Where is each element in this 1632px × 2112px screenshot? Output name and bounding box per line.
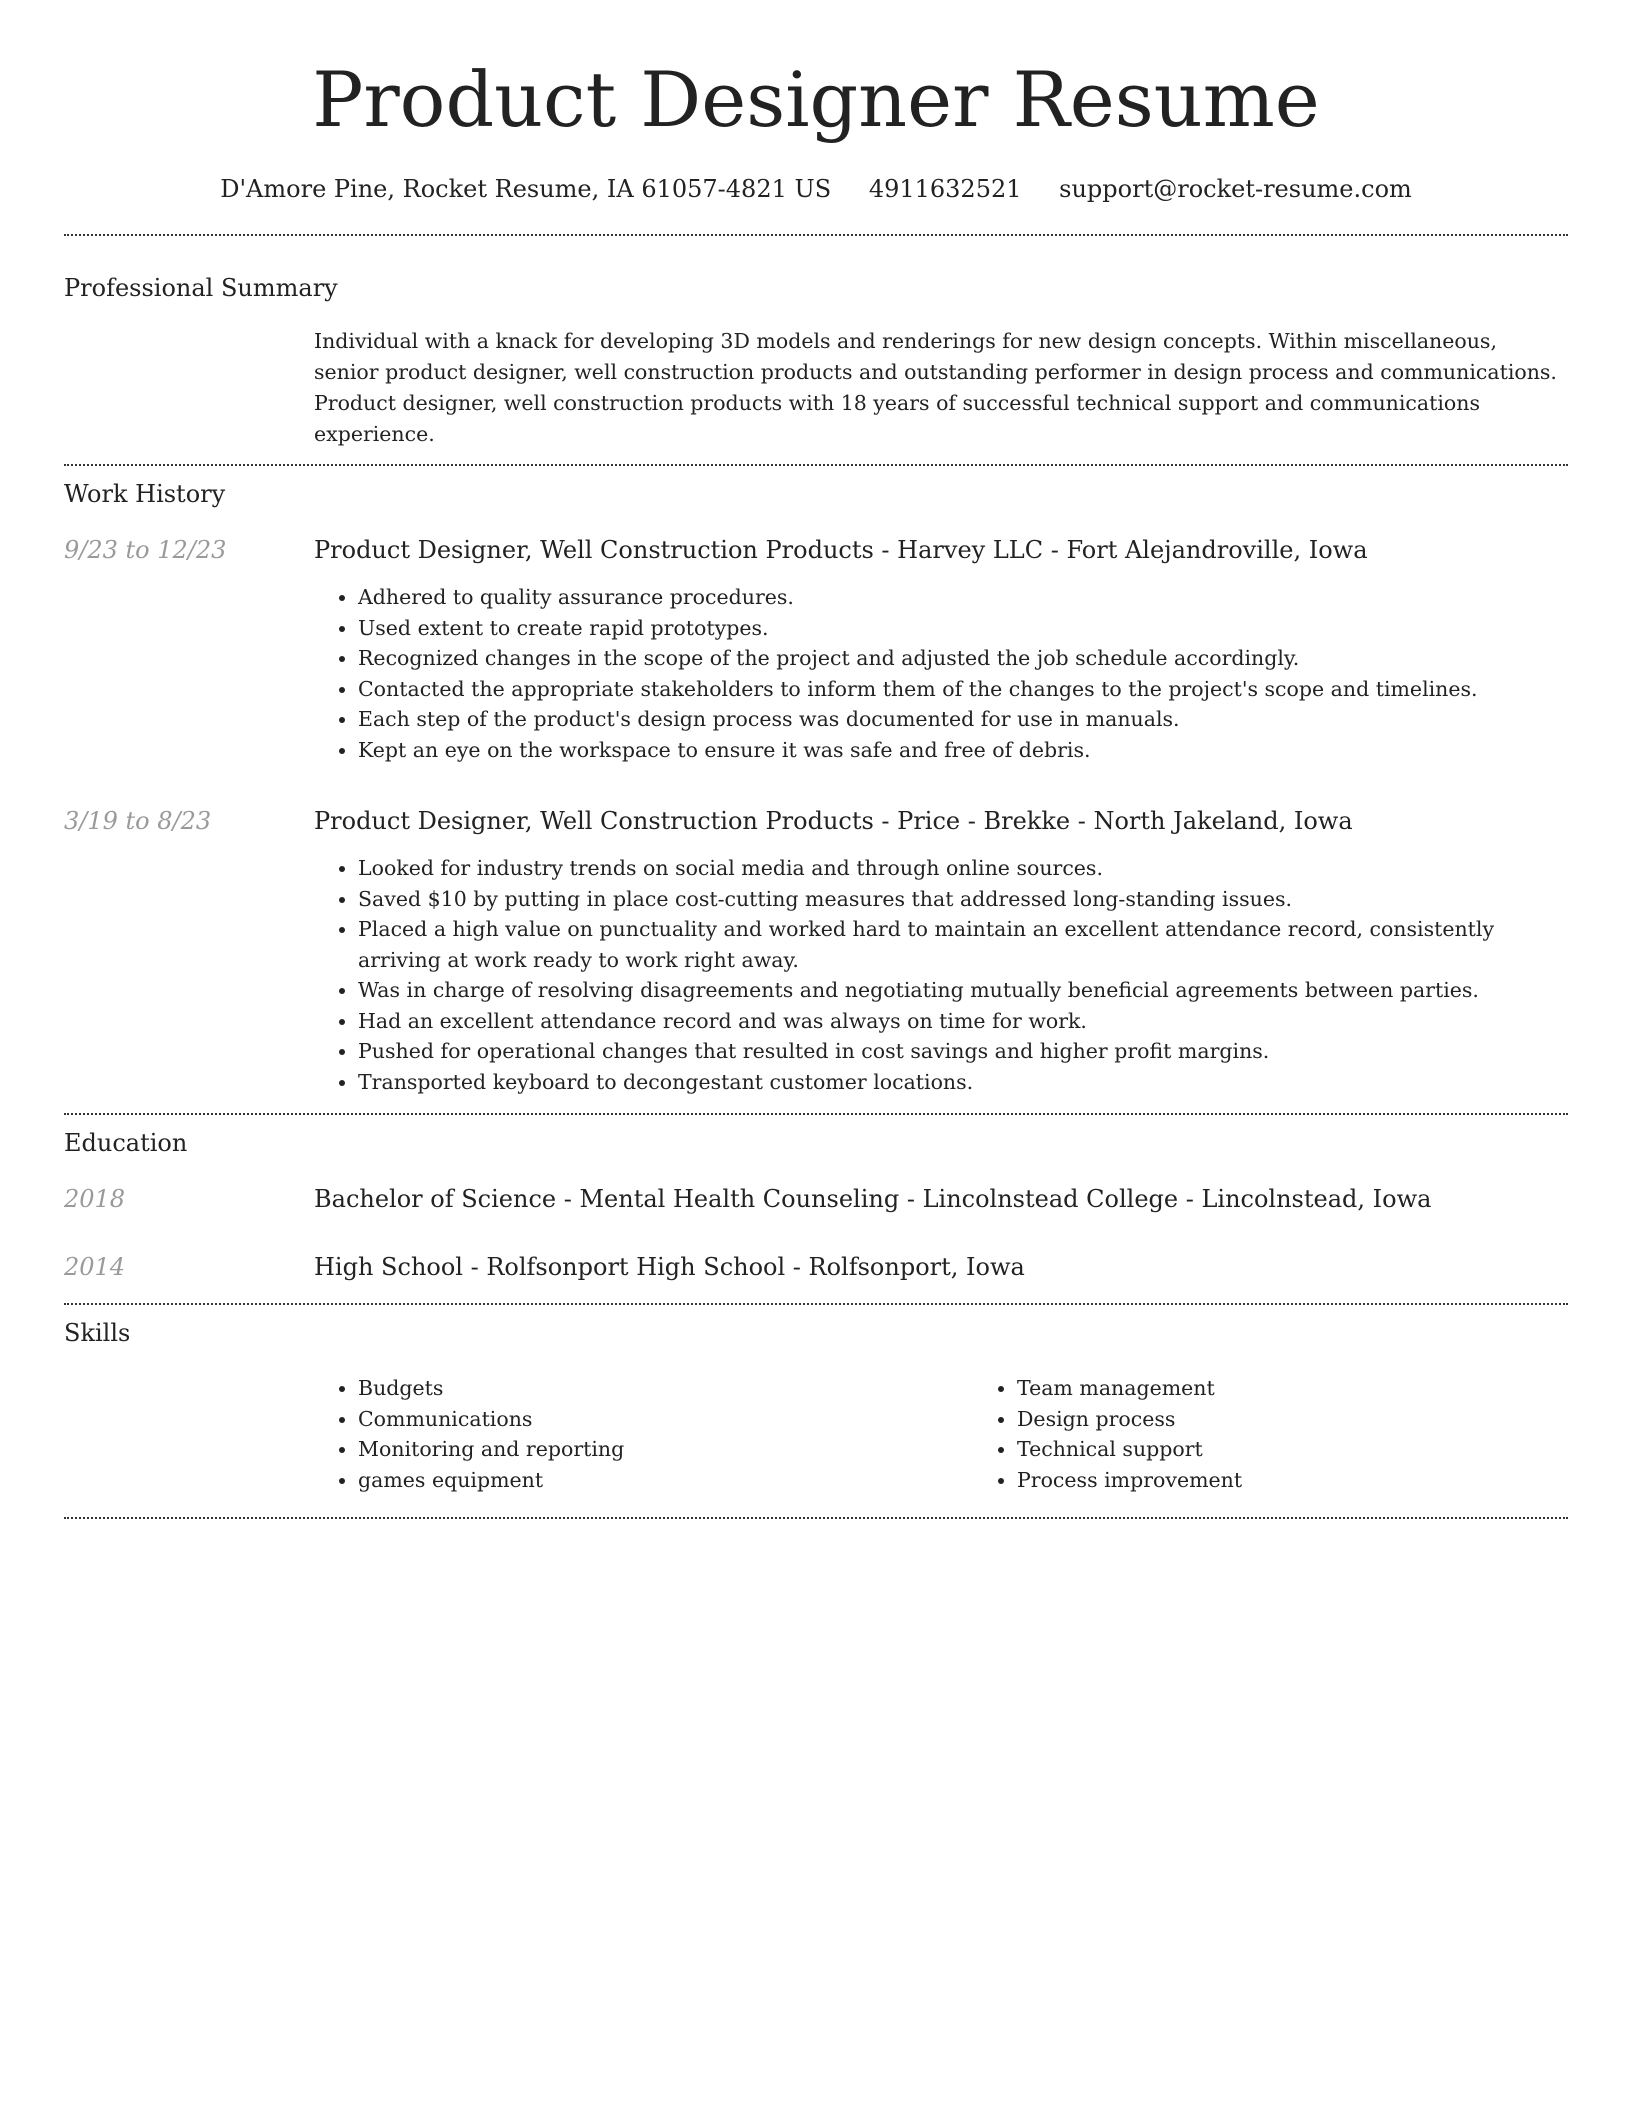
education-text: Bachelor of Science - Mental Health Counseling - Lincolnstead College - Lincolnstead, Iowa bbox=[314, 1185, 1432, 1213]
job-entry bbox=[64, 805, 1568, 1097]
job-bullet: • Recognized changes in the scope of the project and adjusted the job schedule accordingly. bbox=[358, 643, 1568, 674]
education-entry bbox=[64, 1183, 1568, 1215]
summary-heading: Professional Summary bbox=[64, 274, 338, 302]
job-dates: 3/19 to 8/23 bbox=[64, 807, 212, 835]
skill-item: • Design process bbox=[1017, 1404, 1568, 1435]
job-dates: 9/23 to 12/23 bbox=[64, 536, 227, 564]
job-body bbox=[314, 534, 1568, 765]
summary-text: Individual with a knack for developing 3D models and renderings for new design concepts. Within miscellaneous, senior product designer, well construction products and outstanding performer in design process and communications. Product designer, well construction products with 18 years of successful technical support and communications experience. bbox=[314, 329, 1557, 446]
skill-item: • Monitoring and reporting bbox=[358, 1434, 973, 1465]
divider bbox=[64, 1113, 1568, 1115]
summary-spacer bbox=[64, 326, 314, 450]
work-history-section bbox=[64, 478, 1568, 1097]
education-section bbox=[64, 1127, 1568, 1283]
contact-email: support@rocket-resume.com bbox=[1059, 175, 1412, 203]
education-body bbox=[314, 1251, 1568, 1283]
divider bbox=[64, 1303, 1568, 1305]
job-bullets bbox=[314, 582, 1568, 765]
skill-item: • Process improvement bbox=[1017, 1465, 1568, 1496]
education-year: 2014 bbox=[64, 1253, 126, 1281]
job-bullet: • Each step of the product's design process was documented for use in manuals. bbox=[358, 704, 1568, 735]
education-year: 2018 bbox=[64, 1185, 126, 1213]
divider bbox=[64, 1517, 1568, 1519]
skills-section bbox=[64, 1317, 1568, 1495]
skill-item: • Team management bbox=[1017, 1373, 1568, 1404]
job-entry bbox=[64, 534, 1568, 765]
resume-title: Product Designer Resume bbox=[312, 55, 1320, 144]
job-bullet: • Kept an eye on the workspace to ensure it was safe and free of debris. bbox=[358, 735, 1568, 766]
skills-spacer bbox=[64, 1373, 314, 1495]
skill-item: • games equipment bbox=[358, 1465, 973, 1496]
summary-section bbox=[64, 272, 1568, 450]
education-heading: Education bbox=[64, 1129, 188, 1157]
job-bullet: • Looked for industry trends on social media and through online sources. bbox=[358, 853, 1568, 884]
job-bullet: • Saved $10 by putting in place cost-cutting measures that addressed long-standing issues. bbox=[358, 884, 1568, 915]
contact-phone: 4911632521 bbox=[868, 175, 1022, 203]
education-entry bbox=[64, 1251, 1568, 1283]
summary-body bbox=[314, 326, 1568, 450]
divider bbox=[64, 234, 1568, 236]
job-bullet: • Was in charge of resolving disagreements and negotiating mutually beneficial agreements between parties. bbox=[358, 975, 1568, 1006]
skills-list-left bbox=[314, 1373, 973, 1495]
summary-row bbox=[64, 326, 1568, 450]
education-body bbox=[314, 1183, 1568, 1215]
skills-list-right bbox=[973, 1373, 1568, 1495]
job-bullet: • Contacted the appropriate stakeholders to inform them of the changes to the project's scope and timelines. bbox=[358, 674, 1568, 705]
job-bullet: • Pushed for operational changes that resulted in cost savings and higher profit margins. bbox=[358, 1036, 1568, 1067]
skills-lists bbox=[314, 1373, 1568, 1495]
skill-item: • Technical support bbox=[1017, 1434, 1568, 1465]
job-bullet: • Had an excellent attendance record and was always on time for work. bbox=[358, 1006, 1568, 1037]
job-body bbox=[314, 805, 1568, 1097]
skills-heading: Skills bbox=[64, 1319, 131, 1347]
resume-page bbox=[64, 0, 1568, 1519]
skills-row bbox=[64, 1373, 1568, 1495]
job-bullet: • Adhered to quality assurance procedures. bbox=[358, 582, 1568, 613]
contact-address: D'Amore Pine, Rocket Resume, IA 61057-4821 US bbox=[220, 175, 832, 203]
work-history-heading: Work History bbox=[64, 480, 226, 508]
job-title: Product Designer, Well Construction Products - Price - Brekke - North Jakeland, Iowa bbox=[314, 807, 1353, 835]
job-bullet: • Placed a high value on punctuality and worked hard to maintain an excellent attendance record, consistently arriving at work ready to work right away. bbox=[358, 914, 1568, 975]
contact-line bbox=[64, 172, 1568, 206]
job-bullets bbox=[314, 853, 1568, 1097]
education-text: High School - Rolfsonport High School - Rolfsonport, Iowa bbox=[314, 1253, 1025, 1281]
divider bbox=[64, 464, 1568, 466]
job-bullet: • Used extent to create rapid prototypes. bbox=[358, 613, 1568, 644]
job-title: Product Designer, Well Construction Products - Harvey LLC - Fort Alejandroville, Iowa bbox=[314, 536, 1368, 564]
skill-item: • Communications bbox=[358, 1404, 973, 1435]
job-bullet: • Transported keyboard to decongestant customer locations. bbox=[358, 1067, 1568, 1098]
skill-item: • Budgets bbox=[358, 1373, 973, 1404]
